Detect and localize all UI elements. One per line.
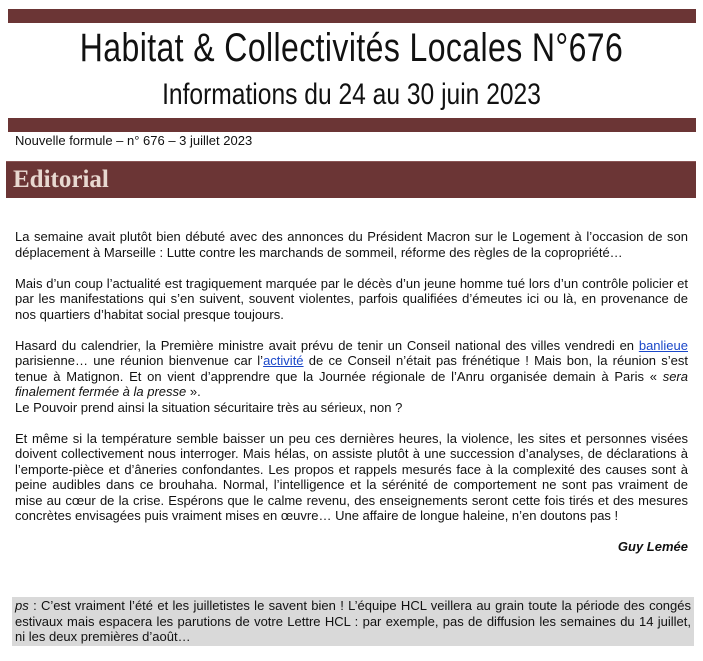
paragraph-3-text-d: ». xyxy=(186,384,201,399)
press-quote: sera finalement fermée à la presse xyxy=(15,368,688,399)
paragraph-3-text-a: Hasard du calendrier, la Première ministre avait prévu de tenir un Conseil national des villes vendredi en xyxy=(15,337,639,353)
author-signature: Guy Lemée xyxy=(617,539,688,554)
banlieue-link[interactable]: banlieue xyxy=(638,337,688,353)
paragraph-1: La semaine avait plutôt bien débuté avec des annonces du Président Macron sur le Logement à l’occasion de son déplacement à Marseille : Lutte contre les marchands de sommeil, réforme des règles de la copropriété… xyxy=(15,229,688,260)
paragraph-2: Mais d’un coup l’actualité est tragiquement marquée par le décès d’un jeune homme tué lors d’un contrôle policier et par les manifestations qui s’en suivent, souvent violentes, parfois qualifiées d’émeutes ici ou là, en provenance de nos quartiers d’habitat social presque toujours. xyxy=(15,275,688,322)
paragraph-3 xyxy=(15,338,688,416)
section-banner xyxy=(6,161,696,198)
paragraph-4: Et même si la température semble baisser un peu ces dernières heures, la violence, les sites et personnes visées doivent collectivement nous interroger. Mais hélas, on assiste plutôt à une succession d’analyses, de déclarations à l’emporte-pièce et d’âneries confondantes. Les propos et rappels mesurés face à la complexité des causes sont à peine audibles dans ce brouhaha. Normal, l’intelligence et la sérénité de comportement ne sont pas vraiment de mise au cœur de la crise. Espérons que le calme revenu, des enseignements seront cette fois tirés et des mesures concrètes envisagées puis vraiment mises en œuvre… Une affaire de longue haleine, n’en doutons pas ! xyxy=(15,430,688,523)
ps-text: : C’est vraiment l’été et les juilletistes le savent bien ! L’équipe HCL veillera au grain toute la période des congés estivaux mais espacera les parutions de votre Lettre HCL : par exemple, pas de diffusion les semaines du 14 juillet, ni les deux premières d’août… xyxy=(15,598,691,644)
header-top-band xyxy=(8,9,696,23)
section-title: Editorial xyxy=(13,166,109,193)
ps-label: ps xyxy=(15,598,29,613)
editorial-body xyxy=(15,229,688,539)
paragraph-3-text-c: de ce Conseil n’était pas frénétique ! Mais bon, la réunion s’est tenue à Matignon. Et on vient d’apprendre que la Journée régionale de l’Anru organisée demain à Paris « xyxy=(15,353,689,384)
activite-link[interactable]: activité xyxy=(263,353,304,368)
newsletter-subtitle: Informations du 24 au 30 juin 2023 xyxy=(162,78,541,111)
paragraph-3-text-b: parisienne… une réunion bienvenue car l’ xyxy=(15,353,264,368)
paragraph-3-text-e: Le Pouvoir prend ainsi la situation sécuritaire très au sérieux, non ? xyxy=(15,399,403,415)
postscript-box xyxy=(12,597,694,646)
header-bottom-band xyxy=(8,118,696,132)
newsletter-title: Habitat & Collectivités Locales N°676 xyxy=(79,26,624,70)
edition-line: Nouvelle formule – n° 676 – 3 juillet 2023 xyxy=(15,133,253,148)
